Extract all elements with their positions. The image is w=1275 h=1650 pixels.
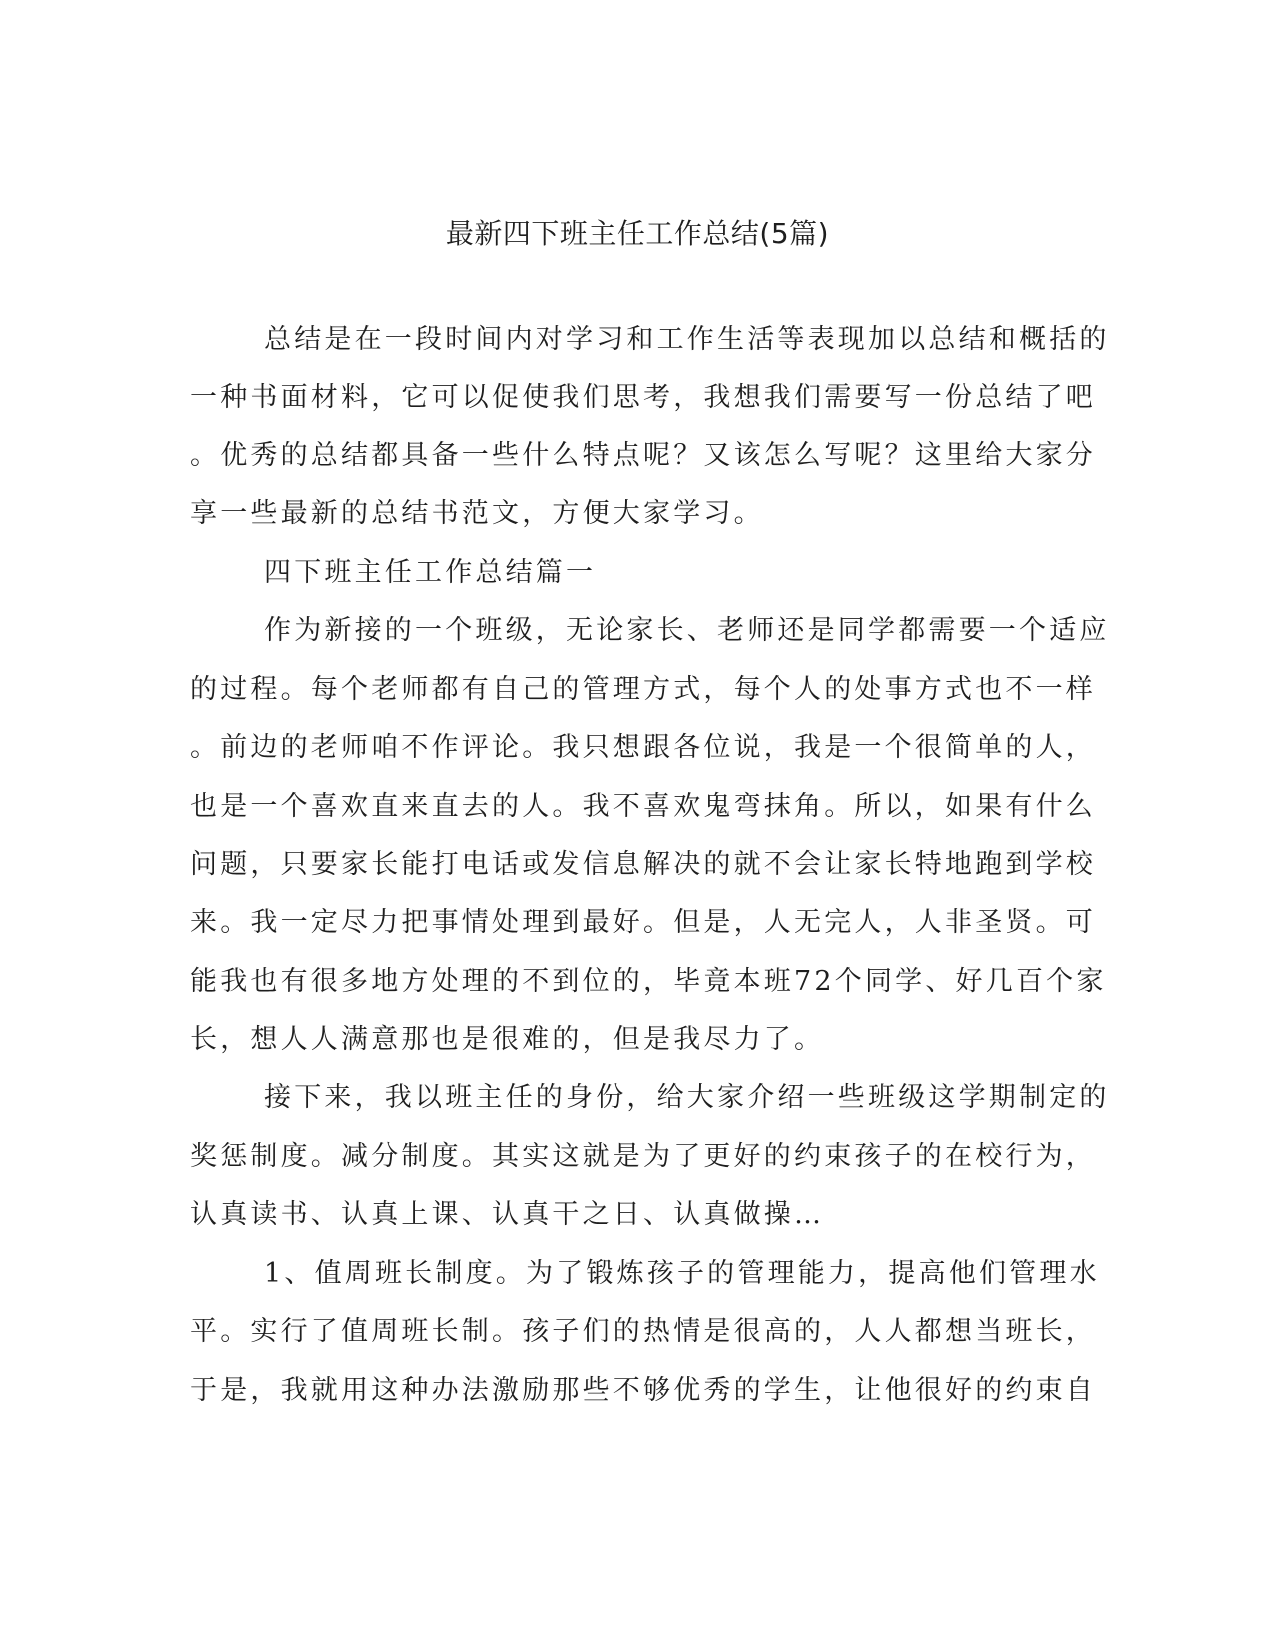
paragraph-line: 一种书面材料，它可以促使我们思考，我想我们需要写一份总结了吧	[190, 382, 1096, 413]
paragraph-line: 奖惩制度。减分制度。其实这就是为了更好的约束孩子的在校行为，	[190, 1141, 1096, 1172]
document-title: 最新四下班主任工作总结(5篇)	[445, 217, 830, 250]
paragraph-line: 作为新接的一个班级，无论家长、老师还是同学都需要一个适应	[264, 615, 1110, 646]
paragraph-line: 总结是在一段时间内对学习和工作生活等表现加以总结和概括的	[264, 324, 1110, 355]
paragraph-line: 问题，只要家长能打电话或发信息解决的就不会让家长特地跑到学校	[190, 849, 1096, 880]
paragraph-line: 认真读书、认真上课、认真干之日、认真做操…	[190, 1199, 825, 1230]
paragraph-line: 。前边的老师咱不作评论。我只想跟各位说，我是一个很简单的人，	[190, 732, 1096, 763]
paragraph-line: 能我也有很多地方处理的不到位的，毕竟本班72个同学、好几百个家	[190, 966, 1107, 997]
paragraph-line: 长，想人人满意那也是很难的，但是我尽力了。	[190, 1024, 825, 1055]
paragraph-line: 来。我一定尽力把事情处理到最好。但是，人无完人，人非圣贤。可	[190, 907, 1096, 938]
paragraph-line: 的过程。每个老师都有自己的管理方式，每个人的处事方式也不一样	[190, 674, 1096, 705]
paragraph-line: 。优秀的总结都具备一些什么特点呢？又该怎么写呢？这里给大家分	[190, 440, 1096, 471]
paragraph-line: 平。实行了值周班长制。孩子们的热情是很高的，人人都想当班长，	[190, 1316, 1096, 1347]
section-heading: 四下班主任工作总结篇一	[264, 557, 597, 588]
paragraph-line: 1、值周班长制度。为了锻炼孩子的管理能力，提高他们管理水	[264, 1258, 1100, 1289]
paragraph-line: 也是一个喜欢直来直去的人。我不喜欢鬼弯抹角。所以，如果有什么	[190, 791, 1096, 822]
paragraph-line: 于是，我就用这种办法激励那些不够优秀的学生，让他很好的约束自	[190, 1375, 1096, 1406]
paragraph-line: 接下来，我以班主任的身份，给大家介绍一些班级这学期制定的	[264, 1082, 1110, 1113]
paragraph-line: 享一些最新的总结书范文，方便大家学习。	[190, 498, 764, 529]
